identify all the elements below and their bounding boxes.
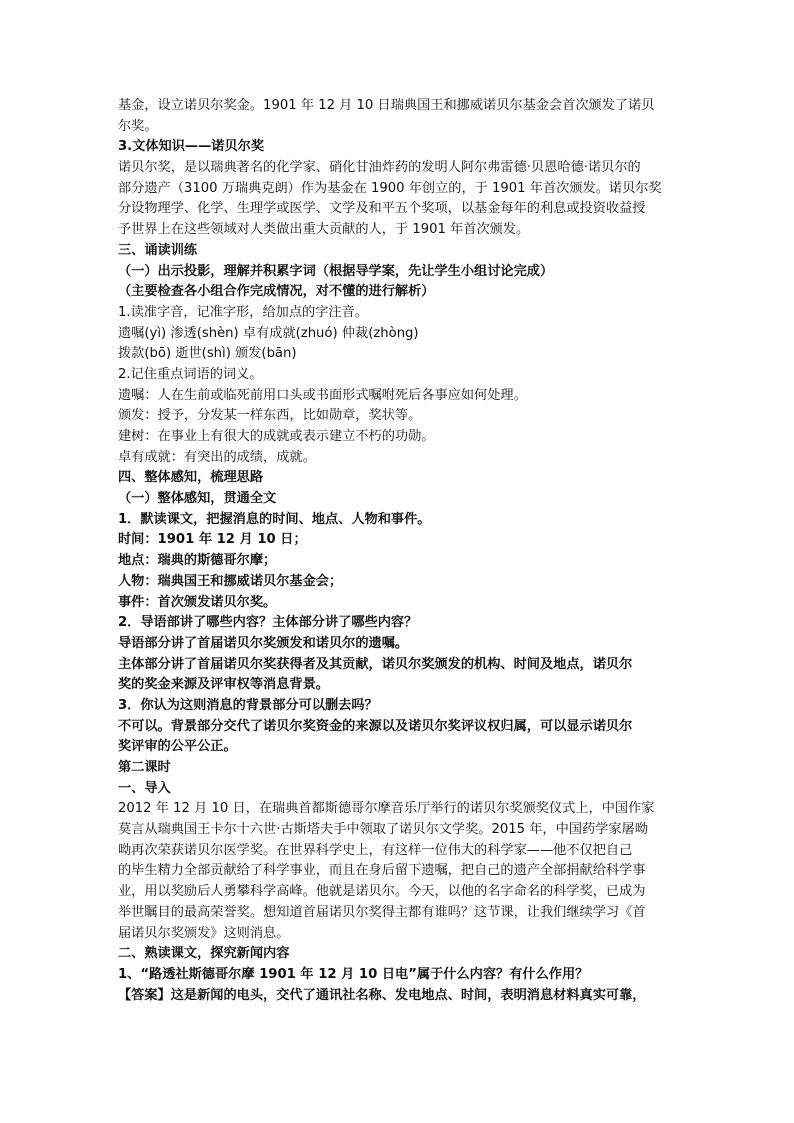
text-line: 一、导入 bbox=[118, 780, 171, 796]
text-line: 遗嘱(yì) 渗透(shèn) 卓有成就(zhuó) 仲裁(zhòng) bbox=[118, 325, 419, 341]
text-line: 二、熟读课文，探究新闻内容 bbox=[118, 946, 290, 962]
text-line: 导语部分讲了首届诺贝尔奖颁发和诺贝尔的遗嘱。 bbox=[118, 635, 409, 651]
text-line: 时间：1901 年 12 月 10 日； bbox=[118, 532, 307, 548]
text-line: 卓有成就：有突出的成绩，成就。 bbox=[118, 449, 316, 465]
text-line: 人物：瑞典国王和挪威诺贝尔基金会； bbox=[118, 573, 343, 589]
text-line: 遗嘱：人在生前或临死前用口头或书面形式嘱咐死后各事应如何处理。 bbox=[118, 387, 527, 403]
text-line: 部分遗产（3100 万瑞典克朗）作为基金在 1900 年创立的，于 1901 年首次颁发。诺贝尔奖 bbox=[118, 180, 662, 196]
text-line: 事件：首次颁发诺贝尔奖。 bbox=[118, 594, 277, 610]
text-line: 颁发：授予，分发某一样东西，比如勋章，奖状等。 bbox=[118, 408, 422, 424]
text-line: （一）整体感知，贯通全文 bbox=[118, 491, 277, 507]
text-line: 莫言从瑞典国王卡尔十六世·古斯塔夫手中领取了诺贝尔文学奖。2015 年，中国药学家屠呦 bbox=[118, 822, 648, 838]
text-line: 业，用以奖励后人勇攀科学高峰。他就是诺贝尔。今天，以他的名字命名的科学奖，已成为 bbox=[118, 884, 646, 900]
text-line: （一）出示投影，理解并积累字词（根据导学案，先让学生小组讨论完成） bbox=[118, 263, 554, 279]
text-line: 奖的奖金来源及评审权等消息背景。 bbox=[118, 677, 329, 693]
text-line: 2．导语部讲了哪些内容？主体部分讲了哪些内容？ bbox=[118, 615, 418, 631]
text-line: 基金，设立诺贝尔奖金。1901 年 12 月 10 日瑞典国王和挪威诺贝尔基金会首次颁发了诺贝 bbox=[118, 98, 655, 113]
text-line: 【答案】这是新闻的电头，交代了通讯社名称、发电地点、时间，表明消息材料真实可靠， bbox=[118, 987, 646, 1003]
text-line: 诺贝尔奖，是以瑞典著名的化学家、硝化甘油炸药的发明人阿尔弗雷德·贝恩哈德·诺贝尔的 bbox=[118, 160, 641, 176]
text-line: 四、整体感知，梳理思路 bbox=[118, 470, 264, 486]
text-line: 不可以。背景部分交代了诺贝尔奖资金的来源以及诺贝尔奖评议权归属，可以显示诺贝尔 bbox=[118, 718, 633, 734]
text-line: 2012 年 12 月 10 日，在瑞典首都斯德哥尔摩音乐厅举行的诺贝尔奖颁奖仪式上，中国作家 bbox=[118, 801, 655, 817]
text-line: 建树：在事业上有很大的成就或表示建立不朽的功勋。 bbox=[118, 429, 435, 444]
text-line: 尔奖。 bbox=[118, 118, 158, 134]
text-line: （主要检查各小组合作完成情况，对不懂的进行解析） bbox=[118, 284, 435, 300]
document-body bbox=[118, 96, 684, 1006]
text-line: 分设物理学、化学、生理学或医学、文学及和平五个奖项，以基金每年的利息或投资收益授 bbox=[118, 201, 646, 217]
text-line: 2.记住重点词语的词义。 bbox=[118, 366, 263, 382]
text-line: 举世瞩目的最高荣誉奖。想知道首届诺贝尔奖得主都有谁吗？这节课，让我们继续学习《首 bbox=[118, 904, 646, 920]
text-line: 1、“路透社斯德哥尔摩 1901 年 12 月 10 日电”属于什么内容？有什么作用？ bbox=[118, 966, 589, 982]
text-line: 予世界上在这些领域对人类做出重大贡献的人，于 1901 年首次颁发。 bbox=[118, 222, 530, 238]
text-line: 3．你认为这则消息的背景部分可以删去吗？ bbox=[118, 697, 378, 713]
text-line: 1.读准字音，记准字形，给加点的字注音。 bbox=[118, 304, 368, 320]
text-line: 拨款(bō) 逝世(shì) 颁发(bān) bbox=[118, 346, 297, 362]
text-line: 三、诵读训练 bbox=[118, 242, 198, 258]
text-line: 第二课时 bbox=[118, 760, 171, 775]
text-line: 主体部分讲了首届诺贝尔奖获得者及其贡献，诺贝尔奖颁发的机构、时间及地点，诺贝尔 bbox=[118, 656, 633, 672]
text-line: 1．默读课文，把握消息的时间、地点、人物和事件。 bbox=[118, 511, 431, 527]
text-line: 3.文体知识——诺贝尔奖 bbox=[118, 139, 265, 155]
text-line: 的毕生精力全部贡献给了科学事业，而且在身后留下遗嘱，把自己的遗产全部捐献给科学事 bbox=[118, 863, 646, 879]
text-line: 地点：瑞典的斯德哥尔摩； bbox=[118, 553, 277, 569]
text-line: 奖评审的公平公正。 bbox=[118, 739, 237, 755]
text-line: 届诺贝尔奖颁发》这则消息。 bbox=[118, 925, 290, 941]
text-line: 呦再次荣获诺贝尔医学奖。在世界科学史上，有这样一位伟大的科学家——他不仅把自己 bbox=[118, 842, 633, 858]
